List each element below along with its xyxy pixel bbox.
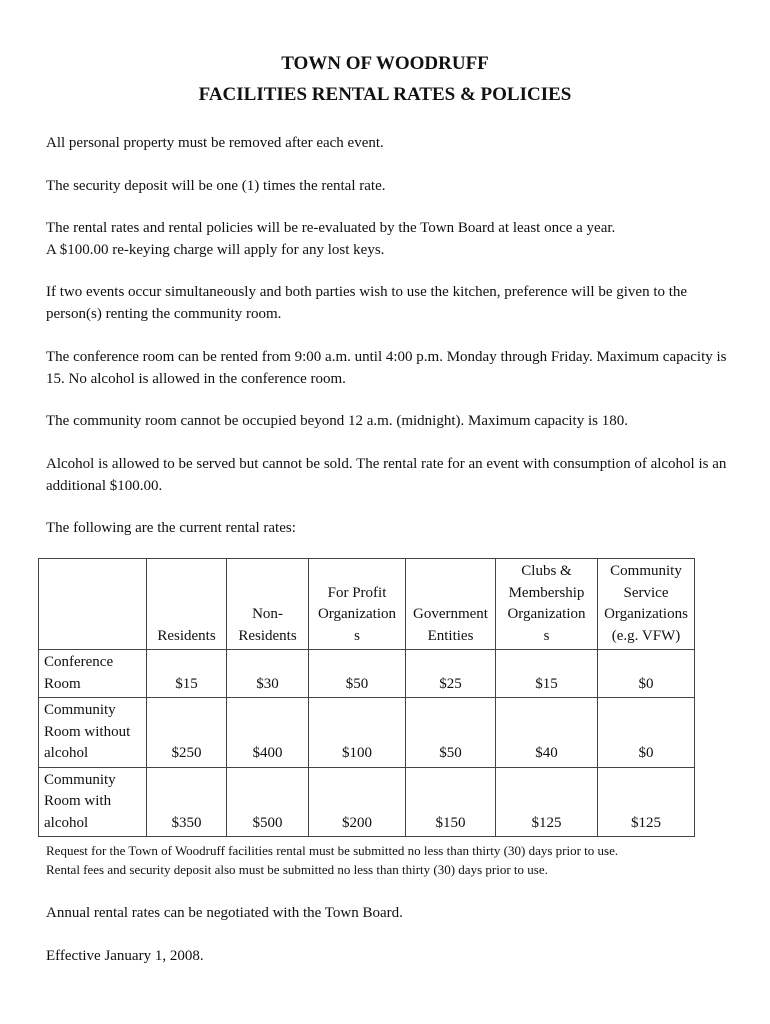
row-label-conference-room: Conference Room xyxy=(39,650,147,698)
header-residents: Residents xyxy=(147,559,227,650)
rate-cell: $15 xyxy=(147,650,227,698)
rate-cell: $0 xyxy=(598,698,695,768)
rate-cell: $100 xyxy=(309,698,406,768)
table-row xyxy=(39,767,695,837)
header-cell-blank xyxy=(39,559,147,650)
rental-rates-table xyxy=(38,558,695,837)
header-government: Government Entities xyxy=(406,559,496,650)
rate-cell: $50 xyxy=(309,650,406,698)
rate-cell: $125 xyxy=(598,767,695,837)
policy-conference-room: The conference room can be rented from 9:00 a.m. until 4:00 p.m. Monday through Friday. Maximum capacity is 15. No alcohol is allowed in the conference room. xyxy=(46,349,727,387)
policy-reevaluation: The rental rates and rental policies will be re-evaluated by the Town Board at least once a year. A $100.00 re-keying charge will apply for any lost keys. xyxy=(46,220,616,258)
header-community-service: Community Service Organizations (e.g. VFW) xyxy=(598,559,695,650)
rates-intro: The following are the current rental rates: xyxy=(46,520,296,536)
rate-cell: $500 xyxy=(227,767,309,837)
annual-rates-note: Annual rental rates can be negotiated with the Town Board. xyxy=(46,905,403,921)
document-subtitle: FACILITIES RENTAL RATES & POLICIES xyxy=(198,84,572,105)
policy-kitchen: If two events occur simultaneously and both parties wish to use the kitchen, preference will be given to the person(s) renting the community room. xyxy=(46,284,688,322)
rate-cell: $125 xyxy=(496,767,598,837)
row-label-community-room-with-alcohol: Community Room with alcohol xyxy=(39,767,147,837)
rate-cell: $350 xyxy=(147,767,227,837)
policy-security-deposit: The security deposit will be one (1) times the rental rate. xyxy=(46,178,386,194)
rate-cell: $40 xyxy=(496,698,598,768)
submission-note: Request for the Town of Woodruff facilities rental must be submitted no less than thirty (30) days prior to use. Rental fees and security deposit also must be submitted no less than thirty (30) days prior to use. xyxy=(46,843,619,877)
rate-cell: $50 xyxy=(406,698,496,768)
header-clubs: Clubs & Membership Organization s xyxy=(496,559,598,650)
policy-personal-property: All personal property must be removed after each event. xyxy=(46,135,384,151)
document-title: TOWN OF WOODRUFF xyxy=(281,53,489,74)
rate-cell: $30 xyxy=(227,650,309,698)
rate-cell: $400 xyxy=(227,698,309,768)
row-label-community-room-without-alcohol: Community Room without alcohol xyxy=(39,698,147,768)
effective-date: Effective January 1, 2008. xyxy=(46,948,204,964)
policy-community-room: The community room cannot be occupied beyond 12 a.m. (midnight). Maximum capacity is 180. xyxy=(46,413,628,429)
table-row xyxy=(39,698,695,768)
rate-cell: $15 xyxy=(496,650,598,698)
header-non-residents: Non- Residents xyxy=(227,559,309,650)
rate-cell: $0 xyxy=(598,650,695,698)
header-for-profit: For Profit Organization s xyxy=(309,559,406,650)
rate-cell: $200 xyxy=(309,767,406,837)
table-header-row xyxy=(39,559,695,650)
rate-cell: $25 xyxy=(406,650,496,698)
rate-cell: $150 xyxy=(406,767,496,837)
table-row xyxy=(39,650,695,698)
rate-cell: $250 xyxy=(147,698,227,768)
policy-alcohol: Alcohol is allowed to be served but cannot be sold. The rental rate for an event with consumption of alcohol is an additional $100.00. xyxy=(46,456,727,494)
